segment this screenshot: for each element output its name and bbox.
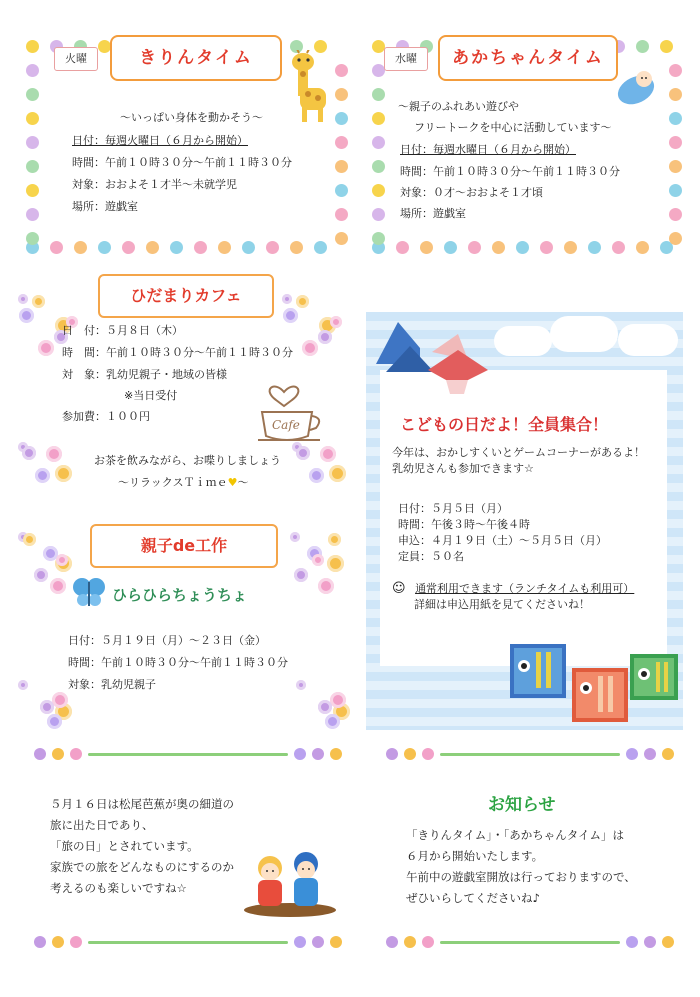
flower-icon: [309, 468, 324, 483]
kirin-target: 対象：おおよそ１才半〜未就学児: [72, 178, 237, 191]
decor-dot: [26, 184, 39, 197]
kirin-day-tag: 火曜: [54, 47, 98, 71]
tabi-line-3: 「旅の日」とされています。: [50, 839, 199, 853]
flower-icon: [52, 936, 64, 948]
decor-dot: [372, 184, 385, 197]
craft-title: 親子de工作: [90, 524, 278, 568]
kirin-date-text: 日付：毎週火曜日（６月から開始）: [72, 134, 248, 147]
flower-icon: [318, 578, 334, 594]
decor-dot: [669, 88, 682, 101]
decor-dot: [564, 241, 577, 254]
vine-divider-left-top: [28, 744, 348, 764]
craft-target: 対象：乳幼児親子: [68, 678, 156, 691]
flower-icon: [70, 936, 82, 948]
cafe-msg-2-text: 〜リラックスＴｉｍｅ: [118, 476, 228, 489]
kabuto-origami: [372, 318, 500, 396]
flower-icon: [330, 316, 342, 328]
vine-line: [440, 941, 620, 944]
flower-icon: [70, 748, 82, 760]
flower-icon: [404, 936, 416, 948]
flower-icon: [282, 294, 292, 304]
decor-dot: [242, 241, 255, 254]
kirin-place: 場所：遊戯室: [72, 200, 138, 213]
decor-dot: [194, 241, 207, 254]
vine-line: [88, 941, 288, 944]
flower-icon: [386, 748, 398, 760]
decor-dot: [612, 241, 625, 254]
akachan-slogan-1: 〜親子のふれあい遊びや: [398, 100, 519, 113]
notice-line-4: ぜひいらしてくださいね♪: [406, 891, 540, 905]
kodomo-date: 日付：５月５日（月）: [398, 502, 508, 515]
decor-dot: [335, 208, 348, 221]
kirin-title: きりんタイム: [110, 35, 282, 81]
flower-icon: [329, 465, 346, 482]
cafe-target: 対 象：乳幼児親子・地域の皆様: [62, 368, 227, 381]
flower-icon: [422, 748, 434, 760]
flower-icon: [50, 578, 66, 594]
tabi-line-4: 家族での旅をどんなものにするのか: [50, 860, 234, 874]
decor-dot: [335, 88, 348, 101]
flower-icon: [328, 533, 341, 546]
decor-dot: [290, 241, 303, 254]
vine-line: [88, 753, 288, 756]
flower-icon: [34, 748, 46, 760]
cafe-flowers-bottom-left: [18, 442, 80, 500]
decor-dot: [218, 241, 231, 254]
decor-dot: [669, 136, 682, 149]
flower-icon: [644, 936, 656, 948]
kirin-time: 時間：午前１０時３０分〜午前１１時３０分: [72, 156, 292, 169]
vine-divider-right-bottom: [380, 932, 680, 952]
flower-icon: [294, 748, 306, 760]
decor-dot: [396, 241, 409, 254]
cafe-title: ひだまりカフェ: [98, 274, 274, 318]
flower-icon: [422, 936, 434, 948]
decor-dot: [372, 88, 385, 101]
decor-dot: [122, 241, 135, 254]
decor-dot: [314, 241, 327, 254]
flower-icon: [34, 936, 46, 948]
decor-dot: [444, 241, 457, 254]
flower-icon: [38, 340, 54, 356]
kodomo-capacity: 定員：５０名: [398, 550, 464, 563]
flower-icon: [330, 748, 342, 760]
flower-icon: [644, 748, 656, 760]
decor-dot: [335, 112, 348, 125]
flower-icon: [318, 330, 332, 344]
flower-icon: [19, 308, 34, 323]
decor-dot: [492, 241, 505, 254]
hiking-kids-illustration: [242, 848, 338, 918]
decor-dot: [516, 241, 529, 254]
decor-dot: [660, 40, 673, 53]
decor-dot: [26, 112, 39, 125]
vine-divider-right-top: [380, 744, 680, 764]
cafe-note: ※当日受付: [124, 389, 178, 402]
flower-icon: [386, 936, 398, 948]
notice-line-1: 「きりんタイム」・「あかちゃんタイム」は: [406, 828, 625, 842]
decor-dot: [26, 232, 39, 245]
akachan-title: あかちゃんタイム: [438, 35, 618, 81]
decor-dot: [420, 241, 433, 254]
decor-dot: [588, 241, 601, 254]
decor-dot: [26, 88, 39, 101]
notice-line-2: ６月から開始いたします。: [406, 849, 544, 863]
decor-dot: [636, 40, 649, 53]
decor-dot: [26, 136, 39, 149]
cafe-flowers-bottom-right: [292, 442, 354, 500]
flower-icon: [40, 700, 54, 714]
decor-dot: [669, 208, 682, 221]
flower-icon: [294, 568, 308, 582]
notice-line-3: 午前中の遊戯室開放は行っておりますので、: [406, 870, 636, 884]
flower-icon: [52, 692, 68, 708]
akachan-target: 対象：０才〜おおよそ１才頃: [400, 186, 543, 199]
decor-dot: [335, 136, 348, 149]
flower-icon: [52, 748, 64, 760]
decor-dot: [372, 136, 385, 149]
decor-dot: [26, 64, 39, 77]
kodomo-detail: 詳細は申込用紙を見てくださいね！: [414, 598, 590, 611]
flower-icon: [55, 465, 72, 482]
decor-dot: [146, 241, 159, 254]
flower-icon: [296, 680, 306, 690]
flower-icon: [312, 936, 324, 948]
flower-icon: [662, 748, 674, 760]
craft-time: 時間：午前１０時３０分〜午前１１時３０分: [68, 656, 288, 669]
decor-dot: [26, 40, 39, 53]
cloud-3: [618, 324, 678, 356]
decor-dot: [669, 160, 682, 173]
cloud-2: [550, 316, 618, 352]
kirin-slogan: 〜いっぱい身体を動かそう〜: [120, 111, 263, 124]
flower-icon: [47, 714, 62, 729]
cloud-1: [494, 326, 552, 356]
kodomo-normal-text: 通常利用できます（ランチタイムも利用可）: [415, 582, 635, 595]
flower-icon: [312, 554, 324, 566]
decor-dot: [372, 112, 385, 125]
flower-icon: [312, 748, 324, 760]
decor-dot: [26, 160, 39, 173]
flower-icon: [626, 936, 638, 948]
kodomo-normal: [392, 582, 634, 596]
flower-icon: [35, 468, 50, 483]
akachan-date-text: 日付：毎週水曜日（６月から開始）: [400, 143, 576, 156]
akachan-time: 時間：午前１０時３０分〜午前１１時３０分: [400, 165, 620, 178]
decor-dot: [669, 232, 682, 245]
flower-icon: [290, 532, 300, 542]
heart-icon: ♥: [227, 476, 238, 489]
flower-icon: [325, 714, 340, 729]
kodomo-intro-1: 今年は、おかしすくいとゲームコーナーがあるよ！: [392, 446, 645, 459]
butterfly-icon: [72, 576, 106, 608]
decor-dot: [636, 241, 649, 254]
cafe-fee: 参加費：１００円: [62, 410, 150, 423]
kodomo-intro-2: 乳幼児さんも参加できます☆: [392, 462, 534, 475]
craft-subtitle: ひらひらちょうちょ: [112, 586, 248, 604]
vine-line: [440, 753, 620, 756]
flower-icon: [404, 748, 416, 760]
koinobori-illustration: [508, 640, 680, 724]
cafe-msg-1: お茶を飲みながら、お喋りしましょう: [94, 454, 281, 467]
flower-icon: [320, 446, 336, 462]
flower-icon: [18, 294, 28, 304]
craft-flowers-bottom-left: [18, 680, 74, 730]
cafe-msg-2: [118, 476, 249, 490]
tabi-line-5: 考えるのも楽しいですね☆: [50, 881, 187, 895]
decor-dot: [335, 184, 348, 197]
craft-flowers-right: [290, 532, 352, 602]
akachan-slogan-2: フリートークを中心に活動しています〜: [414, 121, 612, 134]
cafe-cup-label: Cafe: [272, 418, 300, 432]
flower-icon: [296, 446, 310, 460]
decor-dot: [170, 241, 183, 254]
decor-dot: [50, 241, 63, 254]
smile-icon: ☺: [392, 581, 406, 596]
flower-icon: [23, 533, 36, 546]
decor-dot: [335, 64, 348, 77]
flower-icon: [330, 692, 346, 708]
flower-icon: [626, 748, 638, 760]
giraffe-illustration: [286, 50, 336, 126]
flower-icon: [46, 446, 62, 462]
decor-dot: [26, 208, 39, 221]
kirin-date: [72, 134, 248, 148]
decor-dot: [74, 241, 87, 254]
baby-illustration: [614, 66, 658, 106]
flower-icon: [318, 700, 332, 714]
kodomo-time: 時間：午後３時〜午後４時: [398, 518, 530, 531]
decor-dot: [266, 241, 279, 254]
flower-icon: [22, 446, 36, 460]
vine-divider-left-bottom: [28, 932, 348, 952]
flower-icon: [327, 555, 344, 572]
tabi-line-2: 旅に出た日であり、: [50, 818, 154, 832]
craft-date: 日付：５月１９日（月）〜２３日（金）: [68, 634, 266, 647]
kodomo-title: こどもの日だよ！全員集合！: [400, 415, 609, 434]
decor-dot: [669, 184, 682, 197]
decor-dot: [468, 241, 481, 254]
notice-title: お知らせ: [488, 795, 556, 815]
decor-dot: [335, 232, 348, 245]
flower-icon: [296, 295, 309, 308]
tabi-line-1: ５月１６日は松尾芭蕉が奥の細道の: [50, 797, 234, 811]
decor-dot: [372, 232, 385, 245]
flower-icon: [18, 680, 28, 690]
cafe-time: 時 間：午前１０時３０分〜午前１１時３０分: [62, 346, 293, 359]
craft-flowers-left: [18, 532, 76, 602]
decor-dot: [372, 160, 385, 173]
cafe-msg-3-text: 〜: [237, 476, 249, 489]
cafe-cup-icon: [254, 378, 334, 444]
decor-dot: [98, 241, 111, 254]
flower-icon: [34, 568, 48, 582]
decor-dot: [540, 241, 553, 254]
flower-icon: [32, 295, 45, 308]
decor-dot: [669, 64, 682, 77]
decor-dot: [335, 160, 348, 173]
cafe-date: 日 付：５月８日（木）: [62, 324, 183, 337]
decor-dot: [372, 208, 385, 221]
decor-dot: [669, 112, 682, 125]
flower-icon: [662, 936, 674, 948]
flower-icon: [330, 936, 342, 948]
akachan-date: [400, 143, 576, 157]
akachan-place: 場所：遊戯室: [400, 207, 466, 220]
flower-icon: [56, 554, 68, 566]
flower-icon: [294, 936, 306, 948]
kodomo-apply: 申込：４月１９日（土）〜５月５日（月）: [398, 534, 607, 547]
flower-icon: [283, 308, 298, 323]
akachan-day-tag: 水曜: [384, 47, 428, 71]
craft-flowers-bottom-right: [296, 680, 352, 730]
flower-icon: [302, 340, 318, 356]
